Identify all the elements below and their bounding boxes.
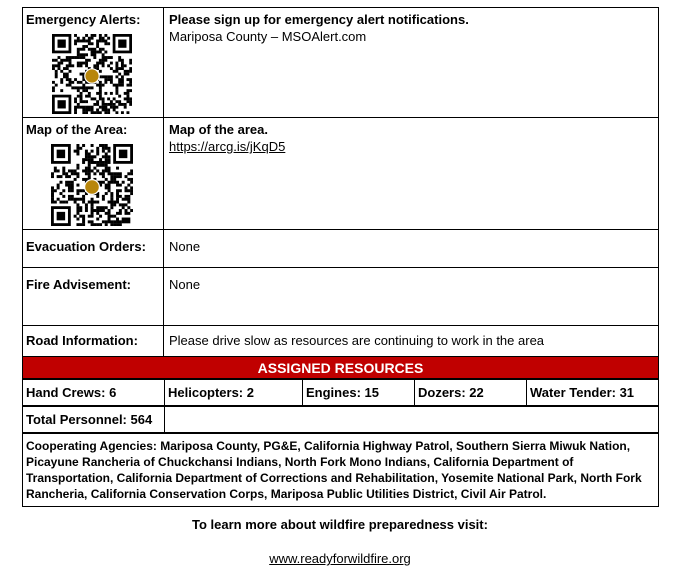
- info-table: [22, 7, 659, 357]
- fire-value: None: [164, 268, 659, 326]
- map-title: Map of the area.: [169, 122, 268, 137]
- map-link[interactable]: https://arcg.is/jKqD5: [169, 139, 286, 154]
- alerts-label: Emergency Alerts:: [26, 12, 141, 27]
- map-content: [164, 118, 659, 230]
- alerts-text: Mariposa County – MSOAlert.com: [169, 29, 367, 44]
- row-emergency-alerts: [23, 8, 659, 118]
- road-label: Road Information:: [23, 326, 164, 357]
- evacuation-value: None: [164, 230, 659, 268]
- row-road-information: [23, 326, 659, 357]
- hand-crews: Hand Crews: 6: [23, 380, 165, 406]
- resources-row: [23, 380, 659, 406]
- alerts-title: Please sign up for emergency alert notifications.: [169, 12, 469, 27]
- water-tender: Water Tender: 31: [527, 380, 659, 406]
- personnel-table: [22, 406, 659, 433]
- row-map: [23, 118, 659, 230]
- fire-label: Fire Advisement:: [23, 268, 164, 326]
- footer-link[interactable]: www.readyforwildfire.org: [269, 551, 411, 566]
- map-qr-code[interactable]: [51, 144, 133, 226]
- helicopters: Helicopters: 2: [165, 380, 303, 406]
- agencies-table: [22, 433, 659, 507]
- row-fire-advisement: [23, 268, 659, 326]
- alerts-qr-code[interactable]: [52, 34, 132, 114]
- row-evacuation: [23, 230, 659, 268]
- incident-sheet: [22, 7, 659, 507]
- cooperating-agencies: Cooperating Agencies: Mariposa County, PG&E, California Highway Patrol, Southern Sierra Miwuk Nation, Picayune Rancheria of Chuckchansi Indians, North Fork Mono Indians, California Department of Transportation, California Department of Corrections and Rehabilitation, Yosemite National Park, North Fork Rancheria, California Conservation Corps, Mariposa Public Utilities District, Civil Air Patrol.: [23, 434, 659, 507]
- resources-table: [22, 379, 659, 406]
- footer-text: To learn more about wildfire preparedness visit:: [192, 517, 488, 532]
- map-label: Map of the Area:: [26, 122, 128, 137]
- personnel-empty-cell: [165, 407, 659, 433]
- road-value: Please drive slow as resources are continuing to work in the area: [164, 326, 659, 357]
- footer-link-wrap: [0, 551, 680, 566]
- evacuation-label: Evacuation Orders:: [23, 230, 164, 268]
- personnel-row: [23, 407, 659, 433]
- agencies-row: [23, 434, 659, 507]
- total-personnel: Total Personnel: 564: [23, 407, 165, 433]
- assigned-resources-banner: ASSIGNED RESOURCES: [22, 357, 659, 379]
- dozers: Dozers: 22: [415, 380, 527, 406]
- alerts-cell: [23, 8, 164, 118]
- map-cell: [23, 118, 164, 230]
- engines: Engines: 15: [303, 380, 415, 406]
- alerts-content: [164, 8, 659, 118]
